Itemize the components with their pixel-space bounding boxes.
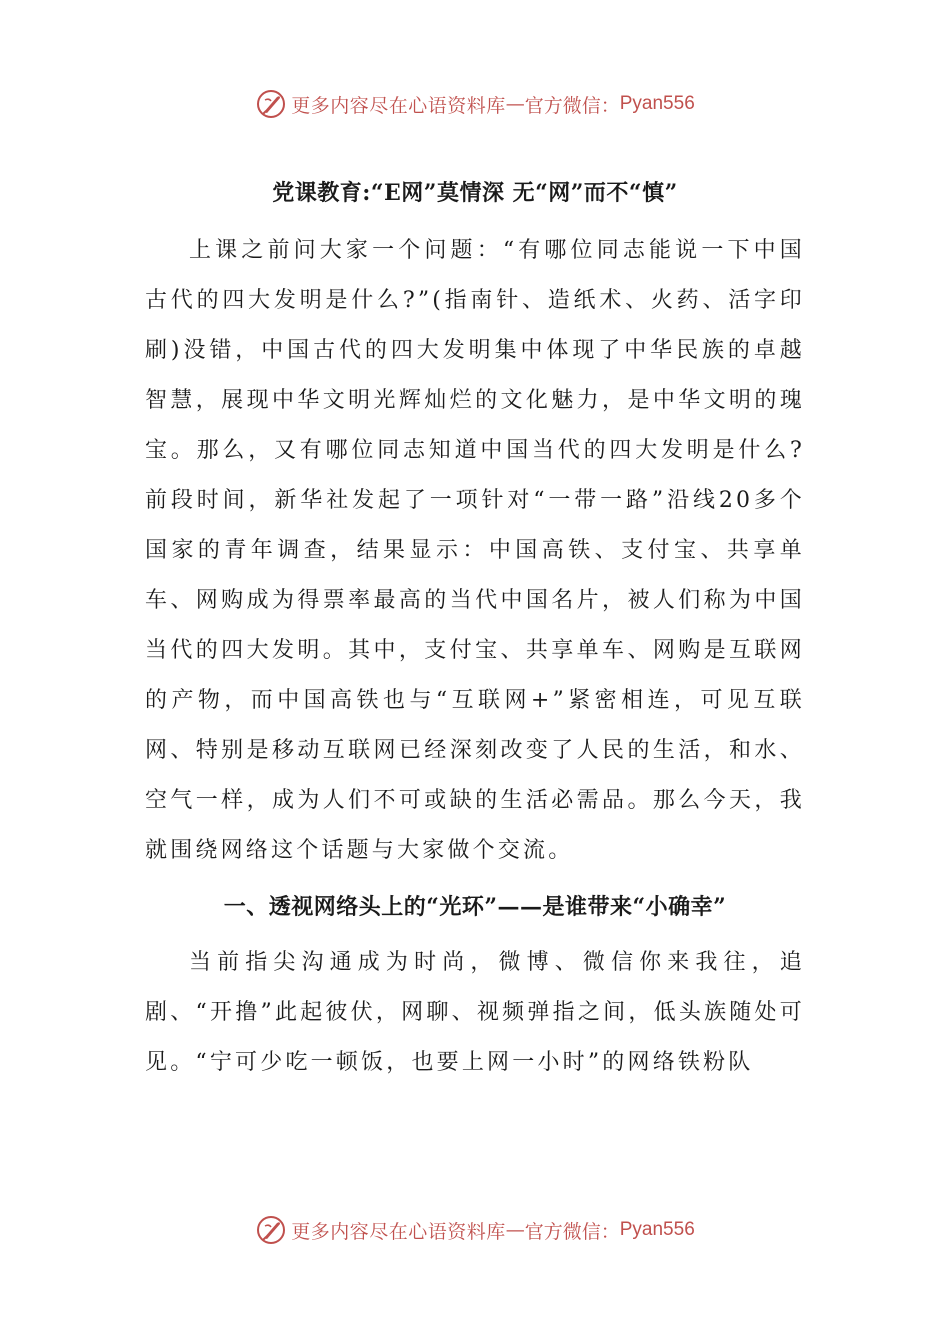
banner-brand-text: 更多内容尽在心语资料库	[291, 1220, 506, 1243]
banner-brand-text: 更多内容尽在心语资料库	[291, 94, 506, 117]
document-title: 党课教育:“E网”莫情深 无“网”而不“慎”	[272, 180, 678, 206]
intro-paragraph: 上课之前问大家一个问题：“有哪位同志能说一下中国古代的四大发明是什么?”(指南针、造纸术、火药、活字印刷)没错，中国古代的四大发明集中体现了中华民族的卓越智慧，展现中华文明光辉灿烂的文化魅力，是中华文明的瑰宝。那么，又有哪位同志知道中国当代的四大发明是什么?前段时间，新华社发起了一项针对“一带一路”沿线20多个国家的青年调查，结果显示：中国高铁、支付宝、共享单车、网购成为得票率最高的当代中国名片，被人们称为中国当代的四大发明。其中，支付宝、共享单车、网购是互联网的产物，而中国高铁也与“互联网+”紧密相连，可见互联网、特别是移动互联网已经深刻改变了人民的生活，和水、空气一样，成为人们不可或缺的生活必需品。那么今天，我就围绕网络这个话题与大家做个交流。	[145, 238, 805, 863]
banner-wechat-id: Pyan556	[619, 1219, 695, 1240]
banner-dash: —	[505, 1219, 525, 1241]
footer-banner	[0, 1210, 950, 1250]
banner-wechat-id: Pyan556	[619, 93, 695, 114]
banner-wechat-label: 官方微信：	[524, 1220, 620, 1243]
banner-wechat-label: 官方微信：	[524, 94, 620, 117]
header-banner	[0, 84, 950, 124]
banner-dash: —	[505, 93, 525, 115]
section-1-paragraph: 当前指尖沟通成为时尚，微博、微信你来我往，追剧、“开撸”此起彼伏，网聊、视频弹指之间，低头族随处可见。“宁可少吃一顿饭，也要上网一小时”的网络铁粉队	[145, 950, 805, 1075]
feather-pen-logo-icon	[255, 88, 287, 120]
feather-pen-logo-icon	[255, 1214, 287, 1246]
section-heading-1: 一、透视网络头上的“光环”——是谁带来“小确幸”	[223, 894, 727, 920]
document-body	[145, 168, 805, 1088]
